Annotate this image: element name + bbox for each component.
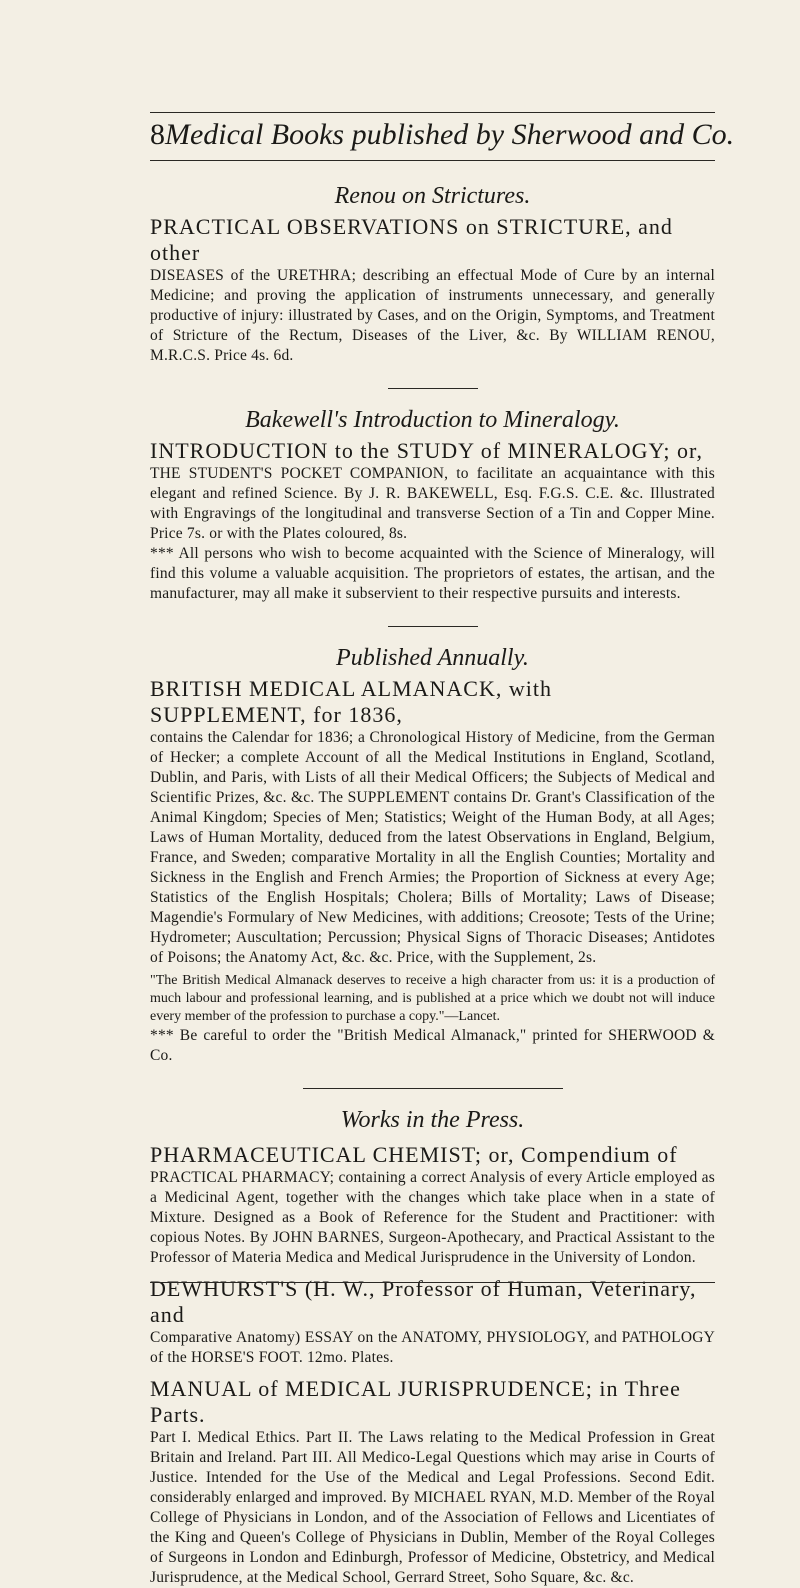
book-title: PRACTICAL OBSERVATIONS on STRICTURE, and other	[150, 214, 673, 265]
book-description: DISEASES of the URETHRA; describing an effectual Mode of Cure by an internal Medicine; and proving the application of instruments unnecessary, and generally productive of injury: illustrated by Cases, and on the Origin, Symptoms, and Treatment of Stricture of the Rectum, Diseases of the Liver, &c. By WILLIAM RENOU, M.R.C.S. Price 4s. 6d.	[150, 267, 715, 364]
bakewell-section	[150, 407, 715, 604]
work-item	[150, 1376, 715, 1588]
section-divider	[388, 626, 478, 627]
book-title: BRITISH MEDICAL ALMANACK, with SUPPLEMENT, for 1836,	[150, 676, 552, 727]
book-description: contains the Calendar for 1836; a Chronological History of Medicine, from the German of Hecker; a complete Account of all the Medical Institutions in England, Scotland, Dublin, and Paris, with Lists of all their Medical Officers; the Subjects of Medical and Scientific Prizes, &c. &c. The SUPPLEMENT contains Dr. Grant's Classification of the Animal Kingdom; Species of Men; Statistics; Weight of the Human Body, at all Ages; Laws of Human Mortality, deduced from the latest Observations in England, Belgium, France, and Sweden; comparative Mortality in all the English Counties; Mortality and Sickness in the English and French Armies; the Proportion of Sickness at every Age; Statistics of the English Hospitals; Cholera; Bills of Mortality; Laws of Disease; Magendie's Formulary of New Medicines, with additions; Creosote; Tests of the Urine; Hydrometer; Auscultation; Percussion; Physical Signs of Thoracic Diseases; Antidotes of Poisons; the Anatomy Act, &c. &c. Price, with the Supplement, 2s.	[150, 729, 715, 966]
section-heading: Published Annually.	[336, 645, 529, 671]
section-heading: Works in the Press.	[340, 1107, 525, 1133]
works-section	[150, 1107, 715, 1588]
page-number: 8	[150, 118, 165, 151]
running-title: Medical Books published by Sherwood and Co.	[165, 118, 735, 151]
book-note: *** All persons who wish to become acquainted with the Science of Mineralogy, will find this volume a valuable acquisition. The proprietors of estates, the artisan, and the manufacturer, may all make it subservient to their respective pursuits and interests.	[150, 545, 715, 602]
header-rule	[150, 160, 715, 161]
book-title: MANUAL of MEDICAL JURISPRUDENCE; in Three Parts.	[150, 1376, 681, 1427]
book-description: Comparative Anatomy) ESSAY on the ANATOMY, PHYSIOLOGY, and PATHOLOGY of the HORSE'S FOOT. 12mo. Plates.	[150, 1329, 715, 1366]
book-title: INTRODUCTION to the STUDY of MINERALOGY; or,	[150, 438, 703, 463]
running-header	[150, 118, 735, 158]
book-description: THE STUDENT'S POCKET COMPANION, to facilitate an acquaintance with this elegant and refined Science. By J. R. BAKEWELL, Esq. F.G.S. C.E. &c. Illustrated with Engravings of the longitudinal and transverse Section of a Tin and Copper Mine. Price 7s. or with the Plates coloured, 8s.	[150, 465, 715, 542]
page-content	[150, 165, 715, 1588]
renou-section	[150, 183, 715, 366]
review-quote: "The British Medical Almanack deserves to receive a high character from us: it is a production of much labour and professional learning, and is published at a price which we doubt not will induce every member of the profession to purchase a copy."—Lancet.	[150, 973, 715, 1024]
section-divider	[303, 1088, 563, 1089]
order-note: *** Be careful to order the "British Medical Almanack," printed for SHERWOOD & Co.	[150, 1027, 715, 1064]
section-divider	[388, 388, 478, 389]
section-heading: Bakewell's Introduction to Mineralogy.	[245, 407, 620, 433]
work-item	[150, 1276, 715, 1368]
work-item	[150, 1142, 715, 1268]
book-description: PRACTICAL PHARMACY; containing a correct Analysis of every Article employed as a Medicinal Agent, together with the changes which take place when in a state of Mixture. Designed as a Book of Reference for the Student and Practitioner: with copious Notes. By JOHN BARNES, Surgeon-Apothecary, and Practical Assistant to the Professor of Materia Medica and Medical Jurisprudence in the University of London.	[150, 1169, 715, 1266]
book-title: DEWHURST'S (H. W., Professor of Human, Veterinary, and	[150, 1276, 697, 1327]
top-rule	[150, 112, 715, 113]
bottom-rule	[150, 1282, 715, 1283]
section-heading: Renou on Strictures.	[334, 183, 531, 209]
almanack-section	[150, 645, 715, 1066]
book-description: Part I. Medical Ethics. Part II. The Laws relating to the Medical Profession in Great Britain and Ireland. Part III. All Medico-Legal Questions which may arise in Courts of Justice. Intended for the Use of the Medical and Legal Professions. Second Edit. considerably enlarged and improved. By MICHAEL RYAN, M.D. Member of the Royal College of Physicians in London, and of the Association of Fellows and Licentiates of the King and Queen's College of Physicians in Dublin, Member of the Royal Colleges of Surgeons in London and Edinburgh, Professor of Medicine, Obstetricy, and Medical Jurisprudence, at the Medical School, Gerrard Street, Soho Square, &c. &c.	[150, 1429, 715, 1586]
book-title: PHARMACEUTICAL CHEMIST; or, Compendium of	[150, 1142, 678, 1167]
